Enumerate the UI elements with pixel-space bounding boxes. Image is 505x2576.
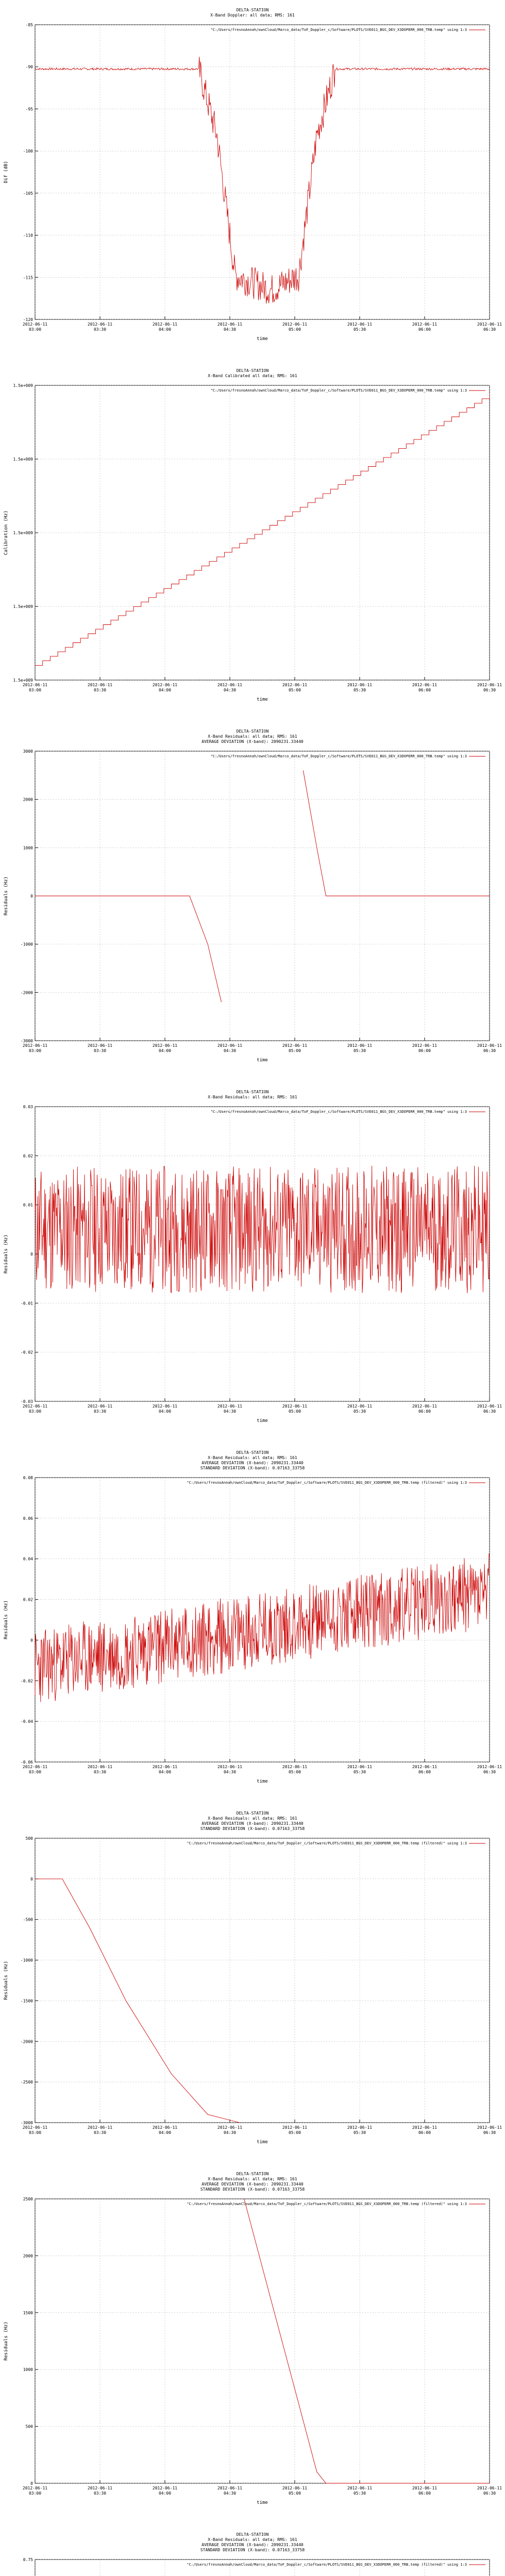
x-tick-label-time: 05:00	[288, 1409, 301, 1414]
x-axis-label: time	[257, 1058, 268, 1063]
y-tick-label: -115	[23, 275, 33, 280]
y-tick-label: -2000	[20, 2039, 33, 2044]
x-tick-label-time: 06:30	[483, 1409, 496, 1414]
chart-title-line: AVERAGE DEVIATION (X-band): 2090231.33440	[201, 739, 304, 744]
x-tick-label-date: 2012-06-11	[22, 2125, 48, 2130]
legend-label: "C:/Users/fresnoAnnah/ownCloud/Marco_data/ToF_Doppler_c/Software/PLOTS/SVE011_BGS_DEV_X3DOPERR_000_TRB.temp" using 1:3	[210, 754, 467, 758]
legend-label: "C:/Users/fresnoAnnah/ownCloud/Marco_data/ToF_Doppler_c/Software/PLOTS/SVE011_BGS_DEV_X3DOPERR_000_TRB.temp (filtered)" using 1:3	[187, 2202, 467, 2206]
y-tick-label: -3000	[20, 1039, 33, 1043]
y-tick-label: 1.5e+009	[13, 383, 33, 388]
x-tick-label-time: 03:00	[28, 1048, 42, 1053]
y-tick-label: -2000	[20, 990, 33, 995]
x-tick-label-date: 2012-06-11	[347, 683, 373, 687]
x-tick-label-time: 06:00	[418, 2130, 431, 2135]
legend-label: "C:/Users/fresnoAnnah/ownCloud/Marco_data/ToF_Doppler_c/Software/PLOTS/SVE011_BGS_DEV_X3DOPERR_000_TRB.temp" using 1:3	[210, 1110, 467, 1114]
chart-title-line: STANDARD DEVIATION (X-band): 0.07163_33758	[200, 2548, 305, 2552]
x-tick-label-date: 2012-06-11	[347, 2486, 373, 2490]
x-tick-label-date: 2012-06-11	[412, 1043, 437, 1048]
y-tick-label: -95	[25, 107, 33, 112]
chart-panel-8	[0, 2524, 505, 2576]
x-tick-label-time: 06:00	[418, 2491, 431, 2496]
x-tick-label-date: 2012-06-11	[152, 1043, 178, 1048]
x-axis-label: time	[257, 1418, 268, 1423]
chart-title-line: DELTA-STATION	[236, 1090, 269, 1094]
x-tick-label-date: 2012-06-11	[282, 2486, 308, 2490]
x-tick-label-time: 05:00	[288, 2491, 301, 2496]
x-tick-label-date: 2012-06-11	[87, 1404, 113, 1409]
y-tick-label: -85	[25, 23, 33, 27]
y-tick-label: 0	[30, 1876, 33, 1882]
x-tick-label-time: 05:30	[353, 1048, 366, 1053]
chart-title-line: DELTA-STATION	[236, 368, 269, 373]
y-tick-label: 500	[25, 1836, 33, 1841]
x-tick-label-time: 04:30	[223, 688, 237, 692]
x-tick-label-time: 06:30	[483, 1048, 496, 1053]
x-tick-label-date: 2012-06-11	[412, 2486, 437, 2490]
x-tick-label-date: 2012-06-11	[217, 2486, 243, 2490]
chart-title-line: AVERAGE DEVIATION (X-band): 2090231.33440	[201, 1821, 304, 1826]
y-tick-label: 1.5e+009	[13, 531, 33, 535]
x-tick-label-date: 2012-06-11	[282, 683, 308, 687]
y-tick-label: 3000	[23, 749, 33, 754]
x-axis-label: time	[257, 697, 268, 702]
x-tick-label-date: 2012-06-11	[87, 322, 113, 327]
x-tick-label-time: 04:30	[223, 1770, 237, 1774]
x-tick-label-date: 2012-06-11	[217, 1765, 243, 1769]
x-tick-label-time: 04:00	[158, 1048, 172, 1053]
chart-panel-5	[0, 1443, 505, 1803]
series-line	[35, 1166, 490, 1293]
legend-label: "C:/Users/fresnoAnnah/ownCloud/Marco_data/ToF_Doppler_c/Software/PLOTS/SVE011_BGS_DEV_X3DOPERR_000_TRB.temp" using 1:3	[210, 28, 467, 32]
y-tick-label: -0.04	[20, 1719, 33, 1724]
x-tick-label-time: 05:00	[288, 2130, 301, 2135]
y-tick-label: -2500	[20, 2080, 33, 2085]
x-tick-label-time: 05:30	[353, 688, 366, 692]
series-line	[35, 57, 490, 303]
y-tick-label: 0.02	[23, 1597, 33, 1602]
y-axis-label: Residuals (Hz)	[4, 2321, 9, 2361]
x-tick-label-time: 05:30	[353, 327, 366, 332]
y-tick-label: 1000	[23, 845, 33, 851]
chart-title-line: X-Band Residuals: all data; RMS: 161	[208, 1095, 297, 1099]
x-tick-label-date: 2012-06-11	[412, 683, 437, 687]
x-tick-label-date: 2012-06-11	[152, 683, 178, 687]
plot-frame	[35, 2199, 490, 2483]
chart-title-line: X-Band Residuals: all data; RMS: 161	[208, 734, 297, 739]
x-tick-label-date: 2012-06-11	[152, 1404, 178, 1409]
x-tick-label-date: 2012-06-11	[87, 2486, 113, 2490]
x-tick-label-date: 2012-06-11	[477, 1404, 502, 1409]
x-tick-label-date: 2012-06-11	[347, 2125, 373, 2130]
x-tick-label-date: 2012-06-11	[152, 2486, 178, 2490]
y-axis-label: Dif (dB)	[4, 161, 9, 183]
y-tick-label: 0.75	[23, 2557, 33, 2562]
y-tick-label: -0.06	[20, 1760, 33, 1765]
y-tick-label: -100	[23, 149, 33, 154]
x-tick-label-time: 06:00	[418, 688, 431, 692]
chart-title-line: STANDARD DEVIATION (X-band): 0.07163_33758	[200, 2187, 305, 2192]
x-tick-label-time: 05:30	[353, 2491, 366, 2496]
x-tick-label-time: 03:00	[28, 2491, 42, 2496]
x-tick-label-date: 2012-06-11	[22, 1404, 48, 1409]
series-line	[244, 2199, 490, 2483]
x-tick-label-date: 2012-06-11	[282, 1404, 308, 1409]
x-axis-label: time	[257, 336, 268, 342]
y-tick-label: -120	[23, 317, 33, 322]
series-line	[35, 394, 490, 665]
x-tick-label-date: 2012-06-11	[87, 2125, 113, 2130]
y-tick-label: 0	[30, 1252, 33, 1257]
chart-panel-2	[0, 361, 505, 721]
x-tick-label-time: 05:30	[353, 1409, 366, 1414]
y-tick-label: 0.02	[23, 1154, 33, 1159]
x-tick-label-time: 03:00	[28, 688, 42, 692]
chart-title-line: X-Band Residuals: all data; RMS: 161	[208, 2537, 297, 2542]
chart-title-line: X-Band Residuals: all data; RMS: 161	[208, 1455, 297, 1460]
y-tick-label: 0	[30, 1638, 33, 1643]
x-tick-label-time: 04:00	[158, 2491, 172, 2496]
x-tick-label-time: 03:30	[93, 327, 107, 332]
x-tick-label-time: 06:30	[483, 327, 496, 332]
x-tick-label-time: 05:30	[353, 1770, 366, 1774]
y-tick-label: -0.01	[20, 1301, 33, 1306]
x-tick-label-date: 2012-06-11	[477, 2125, 502, 2130]
y-tick-label: 0.08	[23, 1476, 33, 1480]
y-tick-label: -105	[23, 191, 33, 196]
y-tick-label: -1000	[20, 942, 33, 947]
x-tick-label-time: 04:00	[158, 327, 172, 332]
chart-title-line: AVERAGE DEVIATION (X-band): 2090231.33440	[201, 2543, 304, 2547]
x-tick-label-time: 06:00	[418, 1048, 431, 1053]
chart-title-line: AVERAGE DEVIATION (X-band): 2090231.33440	[201, 1461, 304, 1465]
x-tick-label-time: 04:30	[223, 1048, 237, 1053]
x-tick-label-time: 03:00	[28, 1770, 42, 1774]
x-tick-label-date: 2012-06-11	[87, 1765, 113, 1769]
x-tick-label-date: 2012-06-11	[217, 322, 243, 327]
chart-panel-3	[0, 721, 505, 1082]
x-tick-label-date: 2012-06-11	[22, 1043, 48, 1048]
chart-title-line: STANDARD DEVIATION (X-band): 0.07163_33758	[200, 1466, 305, 1470]
chart-title-line: DELTA-STATION	[236, 729, 269, 734]
chart-panel-1	[0, 0, 505, 361]
x-tick-label-time: 05:00	[288, 688, 301, 692]
x-tick-label-time: 05:00	[288, 1048, 301, 1053]
series-segment	[303, 771, 490, 896]
chart-title-line: DELTA-STATION	[236, 8, 269, 12]
x-tick-label-date: 2012-06-11	[22, 2486, 48, 2490]
x-tick-label-time: 05:00	[288, 1770, 301, 1774]
chart-title-line: X-Band Calibrated all data; RMS: 161	[208, 374, 297, 378]
y-axis-label: Calibration (Hz)	[4, 510, 9, 555]
x-tick-label-date: 2012-06-11	[282, 1765, 308, 1769]
x-tick-label-date: 2012-06-11	[477, 683, 502, 687]
x-tick-label-time: 03:00	[28, 1409, 42, 1414]
chart-title-line: DELTA-STATION	[236, 2172, 269, 2176]
x-tick-label-date: 2012-06-11	[347, 322, 373, 327]
y-tick-label: -0.02	[20, 1350, 33, 1355]
x-tick-label-time: 06:30	[483, 688, 496, 692]
y-tick-label: -90	[25, 64, 33, 70]
y-axis-label: Residuals (Hz)	[4, 1961, 9, 2000]
x-tick-label-time: 06:00	[418, 1770, 431, 1774]
y-tick-label: 0.06	[23, 1516, 33, 1521]
x-tick-label-time: 03:30	[93, 688, 107, 692]
x-tick-label-date: 2012-06-11	[87, 1043, 113, 1048]
y-axis-label: Residuals (Hz)	[4, 876, 9, 916]
y-tick-label: -1000	[20, 1958, 33, 1963]
plot-frame	[35, 2560, 490, 2576]
plot-frame	[35, 1478, 490, 1762]
x-tick-label-time: 03:30	[93, 1409, 107, 1414]
chart-title-line: X-Band Doppler: all data; RMS: 161	[210, 13, 295, 18]
legend-label: "C:/Users/fresnoAnnah/ownCloud/Marco_data/ToF_Doppler_c/Software/PLOTS/SVE011_BGS_DEV_X3DOPERR_000_TRB.temp (filtered)" using 1:3	[187, 1481, 467, 1485]
x-tick-label-date: 2012-06-11	[152, 322, 178, 327]
y-tick-label: 0	[30, 2481, 33, 2486]
x-tick-label-date: 2012-06-11	[282, 322, 308, 327]
x-tick-label-date: 2012-06-11	[87, 683, 113, 687]
y-axis-label: Residuals (Hz)	[4, 1234, 9, 1274]
x-tick-label-time: 04:30	[223, 327, 237, 332]
y-tick-label: 2000	[23, 797, 33, 802]
y-tick-label: 1.5e+009	[13, 604, 33, 609]
x-tick-label-time: 03:00	[28, 327, 42, 332]
chart-panel-7	[0, 2164, 505, 2524]
x-tick-label-time: 03:30	[93, 1048, 107, 1053]
x-axis-label: time	[257, 2500, 268, 2505]
x-tick-label-time: 03:30	[93, 1770, 107, 1774]
plot-frame	[35, 1838, 490, 2123]
x-tick-label-time: 04:30	[223, 1409, 237, 1414]
x-tick-label-date: 2012-06-11	[347, 1404, 373, 1409]
y-tick-label: -3000	[20, 2121, 33, 2125]
legend-label: "C:/Users/fresnoAnnah/ownCloud/Marco_data/ToF_Doppler_c/Software/PLOTS/SVE011_BGS_DEV_X3DOPERR_000_TRB.temp (filtered)" using 1:3	[187, 2563, 467, 2567]
y-tick-label: 2000	[23, 2253, 33, 2259]
y-tick-label: 0.01	[23, 1202, 33, 1208]
x-tick-label-date: 2012-06-11	[477, 1765, 502, 1769]
x-tick-label-date: 2012-06-11	[217, 1404, 243, 1409]
x-tick-label-time: 04:00	[158, 688, 172, 692]
y-tick-label: 0.04	[23, 1556, 33, 1562]
chart-title-line: DELTA-STATION	[236, 2532, 269, 2537]
x-tick-label-date: 2012-06-11	[477, 2486, 502, 2490]
x-tick-label-date: 2012-06-11	[412, 1765, 437, 1769]
x-tick-label-time: 04:30	[223, 2491, 237, 2496]
x-tick-label-date: 2012-06-11	[217, 2125, 243, 2130]
x-tick-label-date: 2012-06-11	[22, 683, 48, 687]
x-tick-label-time: 04:00	[158, 2130, 172, 2135]
chart-title-line: DELTA-STATION	[236, 1811, 269, 1816]
x-tick-label-date: 2012-06-11	[477, 322, 502, 327]
y-tick-label: 500	[25, 2424, 33, 2429]
series-segment	[35, 896, 222, 1002]
x-tick-label-date: 2012-06-11	[282, 2125, 308, 2130]
x-tick-label-date: 2012-06-11	[152, 1765, 178, 1769]
y-tick-label: 0.03	[23, 1105, 33, 1109]
series-line	[35, 1879, 240, 2123]
chart-title-line: X-Band Residuals: all data; RMS: 161	[208, 2177, 297, 2181]
x-tick-label-time: 04:00	[158, 1770, 172, 1774]
x-axis-label: time	[257, 2140, 268, 2145]
x-tick-label-time: 06:30	[483, 1770, 496, 1774]
y-tick-label: 0	[30, 894, 33, 899]
x-tick-label-date: 2012-06-11	[347, 1043, 373, 1048]
chart-title-line: AVERAGE DEVIATION (X-band): 2090231.33440	[201, 2182, 304, 2187]
x-tick-label-date: 2012-06-11	[477, 1043, 502, 1048]
x-tick-label-date: 2012-06-11	[217, 1043, 243, 1048]
x-tick-label-time: 05:00	[288, 327, 301, 332]
x-axis-label: time	[257, 1779, 268, 1784]
x-tick-label-time: 06:30	[483, 2130, 496, 2135]
x-tick-label-time: 04:30	[223, 2130, 237, 2135]
y-tick-label: -500	[23, 1917, 33, 1922]
x-tick-label-date: 2012-06-11	[347, 1765, 373, 1769]
x-tick-label-time: 03:30	[93, 2491, 107, 2496]
chart-title-line: STANDARD DEVIATION (X-band): 0.07163_33758	[200, 1826, 305, 1831]
x-tick-label-date: 2012-06-11	[412, 322, 437, 327]
y-tick-label: -110	[23, 233, 33, 238]
chart-title-line: X-Band Residuals: all data; RMS: 161	[208, 1816, 297, 1821]
y-tick-label: -0.03	[20, 1399, 33, 1404]
chart-title-line: DELTA-STATION	[236, 1450, 269, 1455]
x-tick-label-time: 06:00	[418, 1409, 431, 1414]
x-tick-label-time: 05:30	[353, 2130, 366, 2135]
y-tick-label: 2500	[23, 2197, 33, 2201]
chart-panel-4	[0, 1082, 505, 1443]
y-tick-label: 1.5e+009	[13, 457, 33, 462]
x-tick-label-date: 2012-06-11	[412, 2125, 437, 2130]
y-tick-label: 1000	[23, 2367, 33, 2372]
x-tick-label-time: 03:30	[93, 2130, 107, 2135]
x-tick-label-date: 2012-06-11	[152, 2125, 178, 2130]
x-tick-label-date: 2012-06-11	[412, 1404, 437, 1409]
x-tick-label-time: 06:30	[483, 2491, 496, 2496]
y-axis-label: Residuals (Hz)	[4, 1600, 9, 1639]
x-tick-label-date: 2012-06-11	[282, 1043, 308, 1048]
y-tick-label: -0.02	[20, 1679, 33, 1684]
legend-label: "C:/Users/fresnoAnnah/ownCloud/Marco_data/ToF_Doppler_c/Software/PLOTS/SVE011_BGS_DEV_X3DOPERR_000_TRB.temp" using 1:3	[210, 388, 467, 393]
plot-frame	[35, 25, 490, 319]
x-tick-label-time: 03:00	[28, 2130, 42, 2135]
y-tick-label: -1500	[20, 1998, 33, 2004]
chart-panel-6	[0, 1803, 505, 2164]
x-tick-label-date: 2012-06-11	[22, 322, 48, 327]
y-tick-label: 1500	[23, 2310, 33, 2315]
legend-label: "C:/Users/fresnoAnnah/ownCloud/Marco_data/ToF_Doppler_c/Software/PLOTS/SVE011_BGS_DEV_X3DOPERR_000_TRB.temp (filtered)" using 1:3	[187, 1841, 467, 1845]
x-tick-label-date: 2012-06-11	[217, 683, 243, 687]
x-tick-label-date: 2012-06-11	[22, 1765, 48, 1769]
x-tick-label-time: 04:00	[158, 1409, 172, 1414]
y-tick-label: 1.5e+009	[13, 678, 33, 683]
x-tick-label-time: 06:00	[418, 327, 431, 332]
series-line	[35, 1554, 490, 1702]
